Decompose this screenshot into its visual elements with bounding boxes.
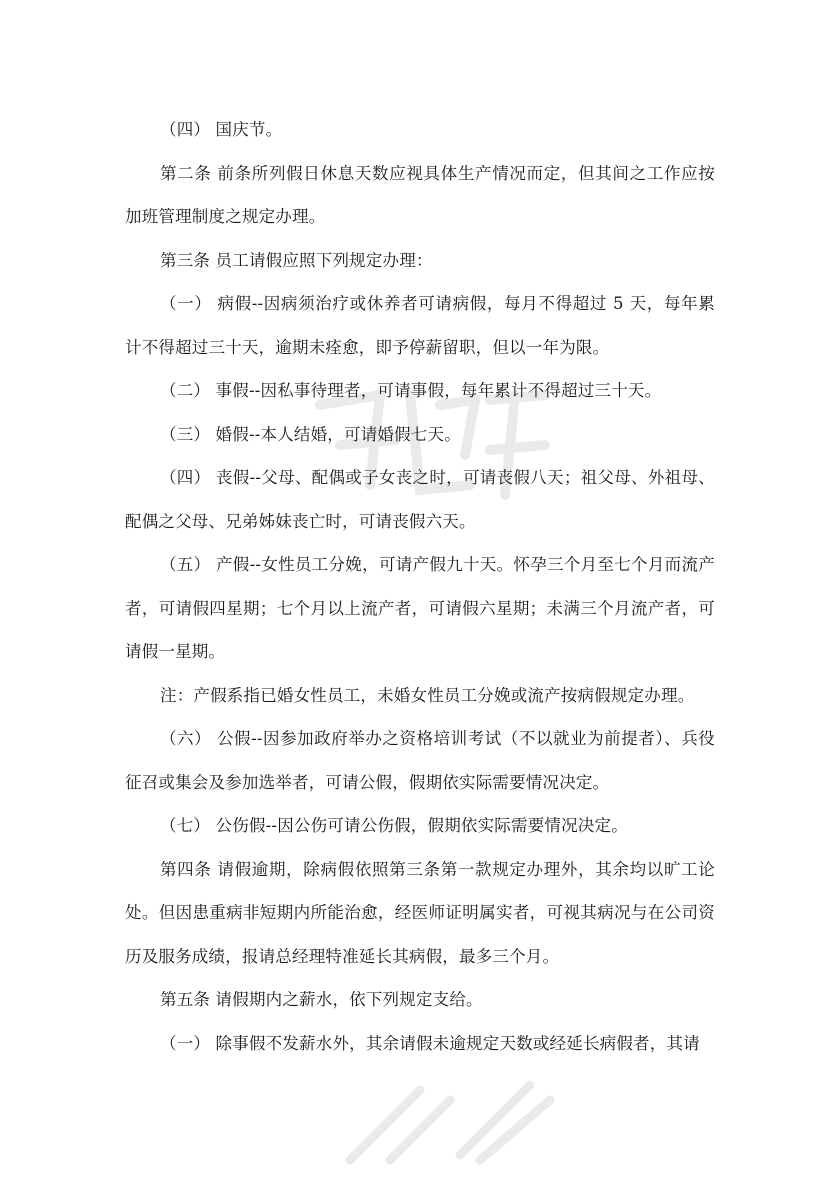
paragraph: （五） 产假--女性员工分娩，可请产假九十天。怀孕三个月至七个月而流产者，可请假四星期；七个月以上流产者，可请假六星期；未满三个月流产者，可请假一星期。 (125, 555, 715, 661)
paragraph: 第三条 员工请假应照下列规定办理： (160, 250, 433, 270)
paragraph: （四） 国庆节。 (160, 120, 283, 139)
document-body (125, 108, 715, 1065)
paragraph: （三） 婚假--本人结婚，可请婚假七天。 (160, 424, 461, 444)
paragraph: 第五条 请假期内之薪水，依下列规定支给。 (160, 990, 483, 1009)
paragraph: （二） 事假--因私事待理者，可请事假，每年累计不得超过三十天。 (160, 381, 662, 400)
paragraph: （四） 丧假--父母、配偶或子女丧之时，可请丧假八天；祖父母、外祖母、配偶之父母、兄弟姊妹丧亡时，可请丧假六天。 (125, 468, 715, 531)
paragraph: （七） 公伤假--因公伤可请公伤假，假期依实际需要情况决定。 (160, 816, 628, 835)
paragraph: （一） 除事假不发薪水外，其余请假未逾规定天数或经延长病假者，其请 (160, 1033, 700, 1053)
paragraph: 第二条 前条所列假日休息天数应视具体生产情况而定，但其间之工作应按加班管理制度之规定办理。 (125, 163, 715, 226)
paragraph: （一） 病假--因病须治疗或休养者可请病假，每月不得超过 5 天，每年累计不得超过三十天，逾期未痊愈，即予停薪留职，但以一年为限。 (125, 294, 715, 357)
paragraph: （六） 公假--因参加政府举办之资格培训考试（不以就业为前提者）、兵役征召或集会及参加选举者，可请公假，假期依实际需要情况决定。 (125, 729, 715, 792)
paragraph: 注：产假系指已婚女性员工，未婚女性员工分娩或流产按病假规定办理。 (160, 685, 695, 705)
paragraph: 第四条 请假逾期，除病假依照第三条第一款规定办理外，其余均以旷工论处。但因患重病非短期内所能治愈，经医师证明属实者，可视其病况与在公司资历及服务成绩，报请总经理特准延长其病假，最多三个月。 (125, 859, 715, 966)
watermark-icon (330, 1060, 570, 1180)
